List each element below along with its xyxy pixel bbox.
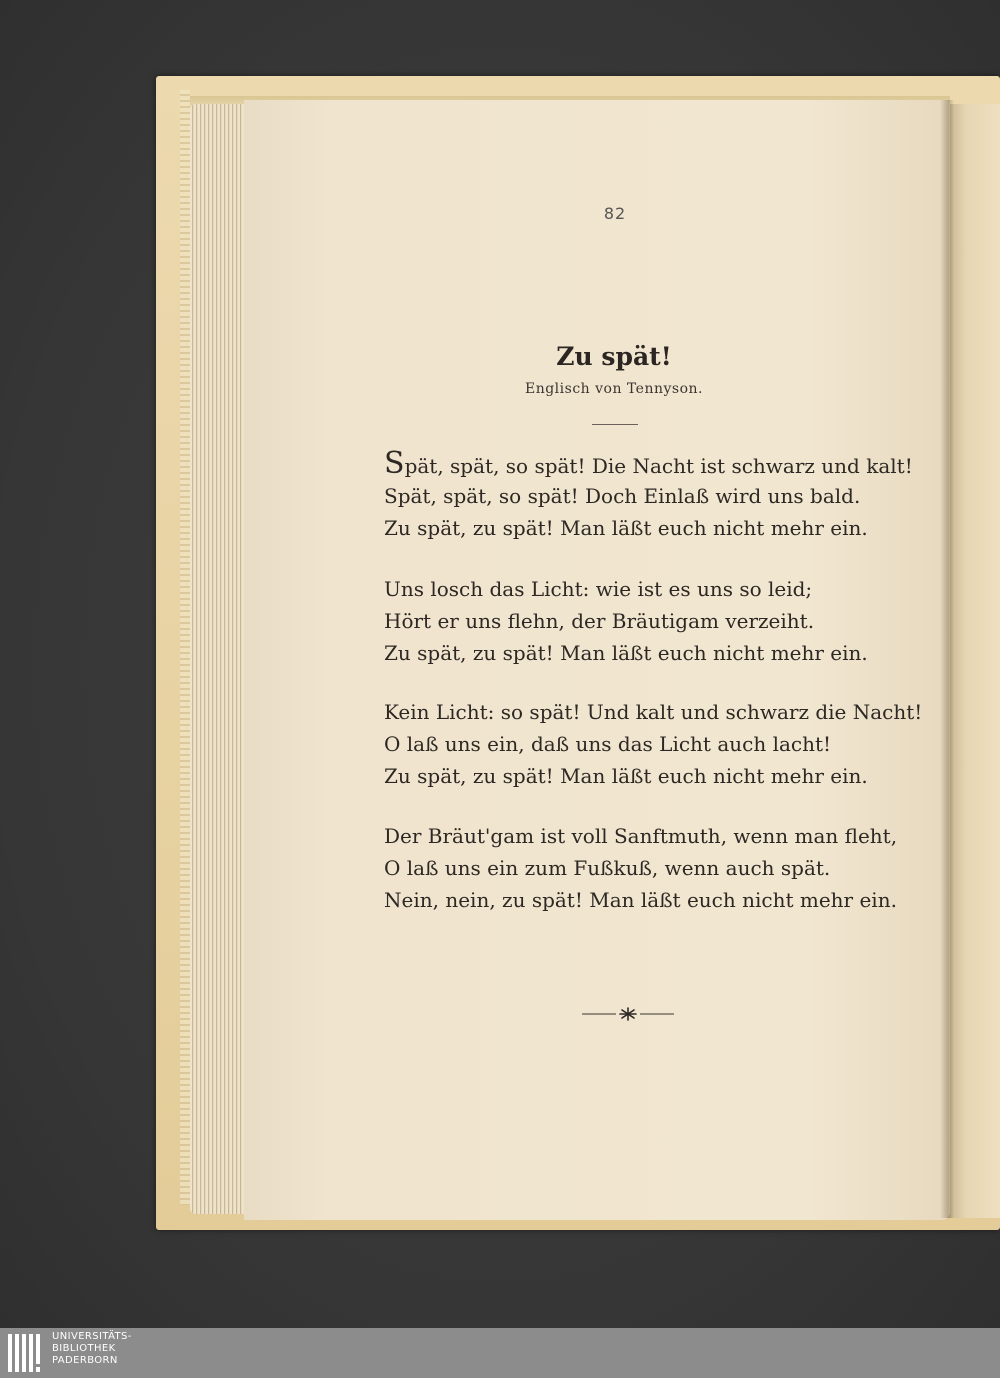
stanza-3 xyxy=(384,696,923,792)
poem-line: Der Bräut'gam ist voll Sanftmuth, wenn man fleht, xyxy=(384,824,898,848)
footer-banner xyxy=(0,1328,1000,1378)
page-block-edges xyxy=(190,104,246,1214)
poem-line: O laß uns ein zum Fußkuß, wenn auch spät. xyxy=(384,856,831,880)
library-bars-icon xyxy=(8,1334,48,1372)
poem-title: Zu spät! xyxy=(556,342,672,371)
poem-line: Zu spät, zu spät! Man läßt euch nicht mehr ein. xyxy=(384,641,868,665)
poem-line: Uns losch das Licht: wie ist es uns so leid; xyxy=(384,577,813,601)
poem-line: Zu spät, zu spät! Man läßt euch nicht mehr ein. xyxy=(384,764,868,788)
drop-cap: S xyxy=(384,446,405,481)
library-logo-text xyxy=(52,1331,132,1367)
logo-line: BIBLIOTHEK xyxy=(52,1343,116,1354)
facing-page-edge xyxy=(948,104,1000,1218)
poem-line-text: pät, spät, so spät! Die Nacht ist schwarz und kalt! xyxy=(404,454,913,478)
poem-line: Nein, nein, zu spät! Man läßt euch nicht mehr ein. xyxy=(384,888,897,912)
page-number: 82 xyxy=(603,204,627,223)
poem-line: Zu spät, zu spät! Man läßt euch nicht mehr ein. xyxy=(384,516,868,540)
poem-line: Hört er uns flehn, der Bräutigam verzeiht. xyxy=(384,609,815,633)
poem-line: O laß uns ein, daß uns das Licht auch lacht! xyxy=(384,732,832,756)
logo-line: UNIVERSITÄTS- xyxy=(52,1331,132,1342)
page-gutter xyxy=(940,100,954,1218)
stanza-2 xyxy=(384,573,884,669)
cover-spine-edge xyxy=(180,90,190,1205)
title-rule xyxy=(592,424,638,425)
logo-line: PADERBORN xyxy=(52,1355,118,1366)
poem-line: Spät, spät, so spät! Doch Einlaß wird uns bald. xyxy=(384,484,861,508)
stanza-4 xyxy=(384,820,898,916)
poem-subtitle: Englisch von Tennyson. xyxy=(524,381,703,397)
asterisk-fleuron-icon xyxy=(580,1006,676,1022)
poem-line: Kein Licht: so spät! Und kalt und schwarz die Nacht! xyxy=(384,700,923,724)
stanza-1 xyxy=(384,446,913,544)
poem-line xyxy=(384,446,913,481)
